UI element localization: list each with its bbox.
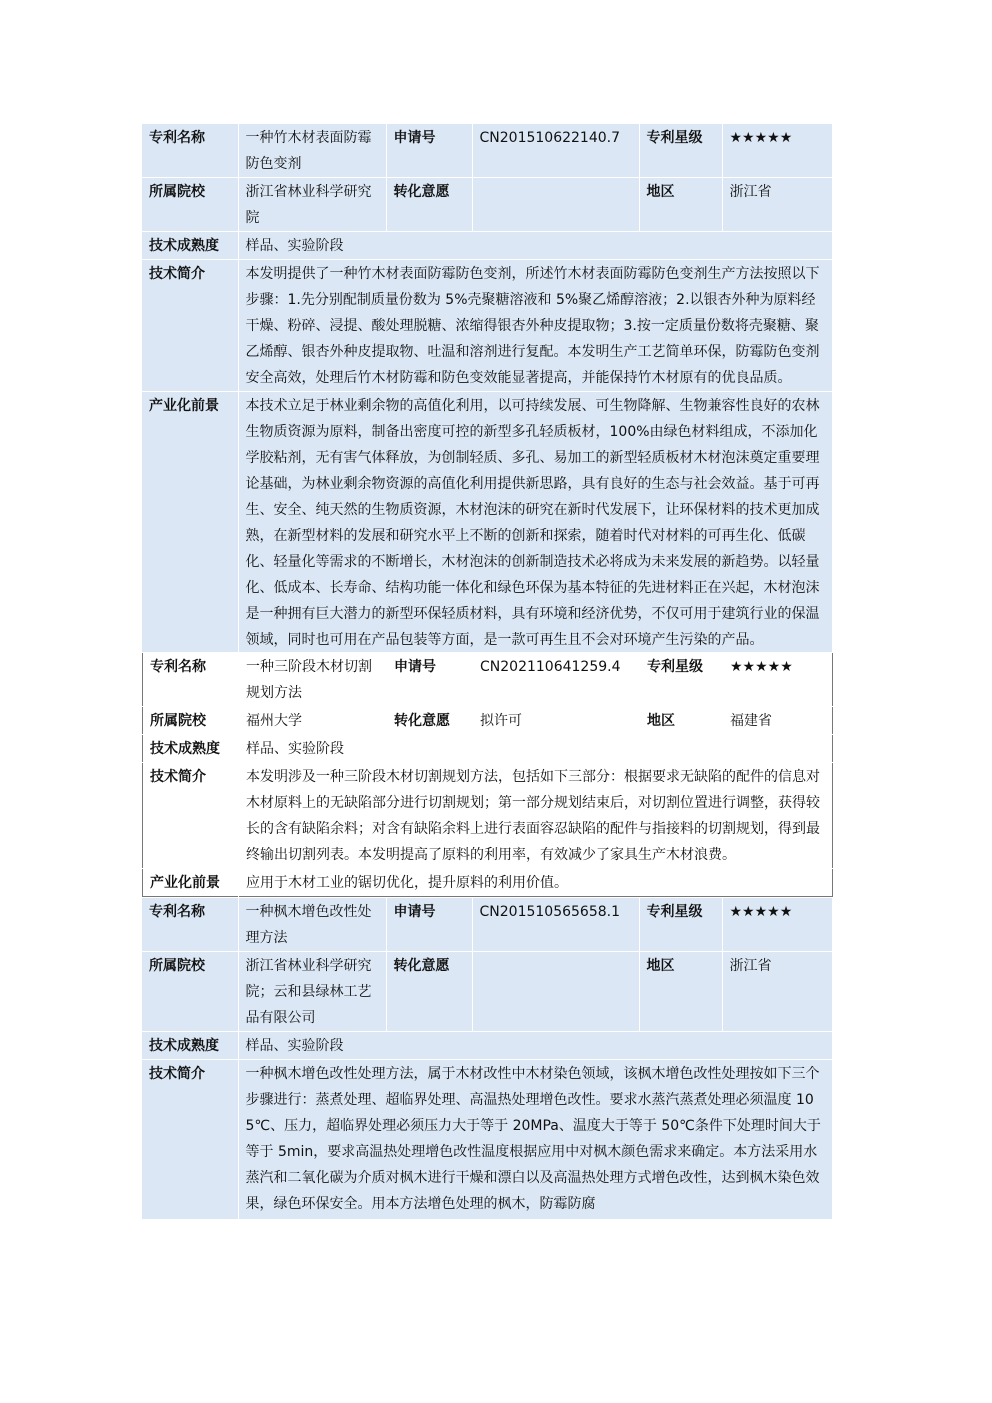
label-intro: 技术简介 — [142, 1060, 238, 1220]
label-patent-name: 专利名称 — [143, 653, 239, 707]
prospect: 应用于木材工业的锯切优化，提升原料的利用价值。 — [239, 869, 833, 897]
table-row — [143, 763, 833, 869]
school: 福州大学 — [239, 707, 387, 735]
intro-cell — [238, 1060, 832, 1220]
label-intent: 转化意愿 — [386, 178, 472, 232]
maturity: 样品、实验阶段 — [239, 735, 833, 763]
table-row — [142, 1032, 832, 1060]
label-region: 地区 — [640, 707, 723, 735]
school: 浙江省林业科学研究院 — [238, 178, 386, 232]
intent — [472, 178, 639, 232]
label-maturity: 技术成熟度 — [143, 735, 239, 763]
patent-table-1 — [142, 123, 832, 653]
patent-name: 一种三阶段木材切割规划方法 — [239, 653, 387, 707]
patent-table-3 — [142, 897, 832, 1219]
label-intent: 转化意愿 — [387, 707, 473, 735]
table-row — [142, 260, 832, 392]
table-row — [142, 952, 832, 1032]
app-no: CN201510622140.7 — [472, 124, 639, 178]
label-patent-name: 专利名称 — [142, 898, 238, 952]
label-school: 所属院校 — [142, 952, 238, 1032]
maturity: 样品、实验阶段 — [238, 232, 832, 260]
app-no: CN202110641259.4 — [473, 653, 640, 707]
star-rating: ★★★★★ — [723, 653, 833, 707]
label-prospect: 产业化前景 — [142, 392, 238, 654]
table-row — [142, 1060, 832, 1220]
intro: 一种枫木增色改性处理方法，属于木材改性中木材染色领域，该枫木增色改性处理按如下三个步骤进行：蒸煮处理、超临界处理、高温热处理增色改性。要求水蒸汽蒸煮处理必须温度 105℃、压力，超临界处理必须压力大于等于 20MPa、温度大于等于 50℃条件下处理时间大于等于 5min，要求高温热处理增色改性温度根据应用中对枫木颜色需求来确定。本方法采用水蒸汽和二氧化碳为介质对枫木进行干燥和漂白以及高温热处理方式增色改性，达到枫木染色效果，绿色环保安全。用本方法增色处理的枫木，防霉防腐 — [245, 1066, 821, 1212]
label-region: 地区 — [639, 178, 722, 232]
star-rating: ★★★★★ — [722, 124, 832, 178]
document-page — [142, 123, 832, 1219]
school: 浙江省林业科学研究院；云和县绿林工艺品有限公司 — [238, 952, 386, 1032]
intent — [472, 952, 639, 1032]
star-rating: ★★★★★ — [722, 898, 832, 952]
intro: 本发明提供了一种竹木材表面防霉防色变剂，所述竹木材表面防霉防色变剂生产方法按照以下步骤：1.先分别配制质量份数为 5%壳聚糖溶液和 5%聚乙烯醇溶液；2.以银杏外种为原料经干燥、粉碎、浸提、酸处理脱糖、浓缩得银杏外种皮提取物；3.按一定质量份数将壳聚糖、聚乙烯醇、银杏外种皮提取物、吐温和溶剂进行复配。本发明生产工艺简单环保，防霉防色变剂安全高效，处理后竹木材防霉和防色变效能显著提高，并能保持竹木材原有的优良品质。 — [238, 260, 832, 392]
table-row — [142, 232, 832, 260]
prospect: 本技术立足于林业剩余物的高值化利用，以可持续发展、可生物降解、生物兼容性良好的农林生物质资源为原料，制备出密度可控的新型多孔轻质板材，100%由绿色材料组成，不添加化学胶粘剂，无有害气体释放，为创制轻质、多孔、易加工的新型轻质板材木材泡沫奠定重要理论基础，为林业剩余物资源的高值化利用提供新思路，具有良好的生态与社会效益。基于可再生、安全、纯天然的生物质资源，木材泡沫的研究在新时代发展下，让环保材料的技术更加成熟，在新型材料的发展和研究水平上不断的创新和探索，随着时代对材料的可再生化、低碳化、轻量化等需求的不断增长，木材泡沫的创新制造技术必将成为未来发展的新趋势。以轻量化、低成本、长寿命、结构功能一体化和绿色环保为基本特征的先进材料正在兴起，木材泡沫是一种拥有巨大潜力的新型环保轻质材料，具有环境和经济优势，不仅可用于建筑行业的保温领域，同时也可用在产品包装等方面，是一款可再生且不会对环境产生污染的产品。 — [238, 392, 832, 654]
region: 浙江省 — [722, 952, 832, 1032]
label-maturity: 技术成熟度 — [142, 232, 238, 260]
table-row — [142, 178, 832, 232]
label-intent: 转化意愿 — [386, 952, 472, 1032]
region: 浙江省 — [722, 178, 832, 232]
label-school: 所属院校 — [143, 707, 239, 735]
app-no: CN201510565658.1 — [472, 898, 639, 952]
table-row — [143, 735, 833, 763]
label-app-no: 申请号 — [387, 653, 473, 707]
label-region: 地区 — [639, 952, 722, 1032]
label-maturity: 技术成熟度 — [142, 1032, 238, 1060]
label-intro: 技术简介 — [143, 763, 239, 869]
label-app-no: 申请号 — [386, 124, 472, 178]
label-star: 专利星级 — [640, 653, 723, 707]
table-row — [142, 124, 832, 178]
patent-table-2 — [142, 652, 833, 897]
patent-name: 一种竹木材表面防霉防色变剂 — [238, 124, 386, 178]
label-app-no: 申请号 — [386, 898, 472, 952]
region: 福建省 — [723, 707, 833, 735]
patent-name: 一种枫木增色改性处理方法 — [238, 898, 386, 952]
label-intro: 技术简介 — [142, 260, 238, 392]
label-patent-name: 专利名称 — [142, 124, 238, 178]
table-row — [143, 869, 833, 897]
table-row — [142, 392, 832, 654]
label-prospect: 产业化前景 — [143, 869, 239, 897]
intro: 本发明涉及一种三阶段木材切割规划方法，包括如下三部分：根据要求无缺陷的配件的信息对木材原料上的无缺陷部分进行切割规划；第一部分规划结束后，对切割位置进行调整，获得较长的含有缺陷余料；对含有缺陷余料上进行表面容忍缺陷的配件与指接料的切割规划，得到最终输出切割列表。本发明提高了原料的利用率，有效减少了家具生产木材浪费。 — [239, 763, 833, 869]
label-star: 专利星级 — [639, 898, 722, 952]
label-star: 专利星级 — [639, 124, 722, 178]
maturity: 样品、实验阶段 — [238, 1032, 832, 1060]
intent: 拟许可 — [473, 707, 640, 735]
label-school: 所属院校 — [142, 178, 238, 232]
table-row — [142, 898, 832, 952]
table-row — [143, 653, 833, 707]
table-row — [143, 707, 833, 735]
